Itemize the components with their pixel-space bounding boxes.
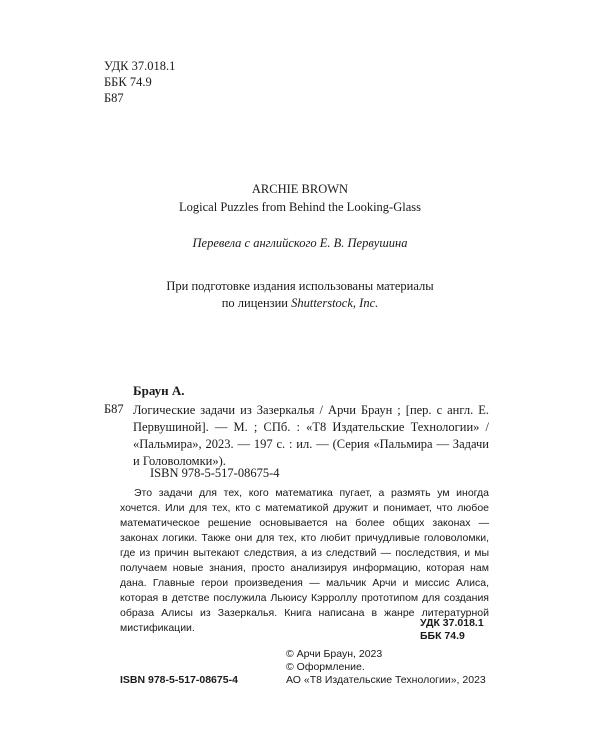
- catalog-isbn: ISBN 978-5-517-08675-4: [150, 466, 280, 480]
- original-title: Logical Puzzles from Behind the Looking-Glass: [179, 200, 421, 214]
- catalog-code: Б87: [104, 402, 124, 416]
- footer-classification: [420, 617, 484, 643]
- annotation: [120, 486, 489, 636]
- license-prefix: по лицензии: [221, 296, 292, 310]
- original-author: ARCHIE BROWN: [251, 182, 349, 196]
- author-code: Б87: [104, 91, 124, 105]
- original-title-block: [0, 180, 600, 216]
- license-line-1: При подготовке издания использованы материалы: [166, 279, 434, 293]
- udk-code: УДК 37.018.1: [104, 59, 176, 73]
- catalog-author-heading: Браун А.: [133, 383, 185, 398]
- footer-udk: УДК 37.018.1: [420, 617, 484, 629]
- license-line-2: [0, 295, 600, 312]
- translator-credit: Перевела с английского Е. В. Первушина: [192, 236, 408, 250]
- license-note: [0, 278, 600, 312]
- copyright-design: © Оформление.: [286, 661, 365, 673]
- copyright-publisher: АО «Т8 Издательские Технологии», 2023: [286, 674, 486, 686]
- classification-block: [104, 58, 175, 106]
- footer-bbk: ББК 74.9: [420, 630, 465, 642]
- footer-isbn: ISBN 978-5-517-08675-4: [120, 674, 238, 686]
- copyright-block: [286, 648, 382, 674]
- catalog-description: Логические задачи из Зазеркалья / Арчи Браун ; [пер. с англ. Е. Первушиной]. — М. ; СПб. : «Т8 Издательские Технологии» / «Пальмира», 2023. — 197 с. : ил. — (Серия «Пальмира — Задачи и Головоломки»).: [133, 403, 489, 468]
- copyright-author: © Арчи Браун, 2023: [286, 648, 383, 660]
- bbk-code: ББК 74.9: [104, 75, 152, 89]
- license-holder: Shutterstock, Inc.: [291, 296, 379, 310]
- annotation-text: Это задачи для тех, кого математика пугает, а размять ум иногда хочется. Или для тех, кто с математикой дружит и понимает, что любое математическое решение основывается на более общих законах — законах логики. Также они для тех, кто любит причудливые головоломки, где из причин вытекают следствия, а из следствий — последствия, и мы получаем новые знания, просто анализируя информацию, которая нам дана. Главные герои произведения — мальчик Арчи и миссис Алиса, которая в детстве послужила Льюису Кэрроллу прототипом для создания образа Алисы из Зазеркалья. Книга написана в жанре литературной мистификации.: [120, 487, 489, 634]
